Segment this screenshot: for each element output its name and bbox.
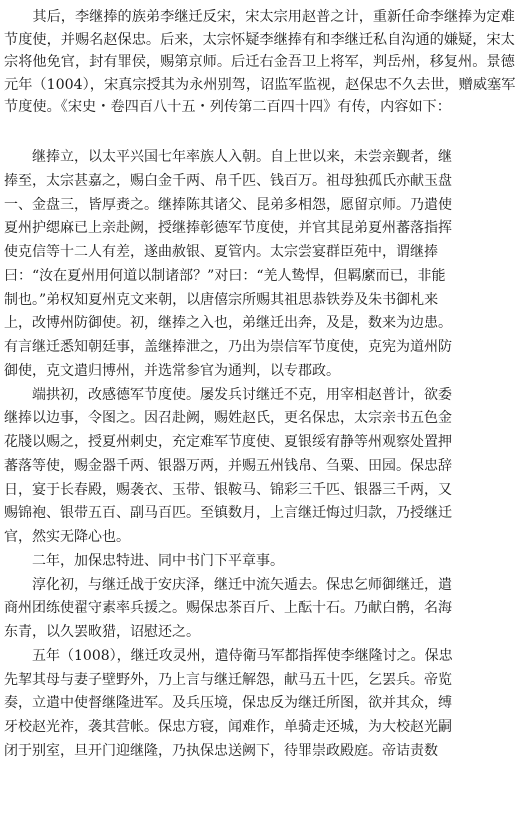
quote-line: 上，改博州防御使。初，继捧之入也，弟继迁出奔，及是，数来为边患。 — [4, 315, 452, 332]
quote-line: 牙校赵光祚，袭其营帐。保忠方寝，闻难作，单骑走还城，为大校赵光嗣 — [4, 719, 452, 735]
quote-line: 曰：“汝在夏州用何道以制诸部？”对曰：“羌人鸷悍，但羁縻而已，非能 — [4, 267, 446, 284]
intro-paragraph — [4, 6, 526, 119]
quote-line: 夏州护缌麻已上亲赴阙，授继捧彰德军节度使，并官其昆弟夏州蕃落指挥 — [4, 220, 452, 237]
quote-line: 先挈其母与妻子壁野外，乃上言与继迁解怨，献马五十匹，乞罢兵。帝览 — [4, 671, 452, 688]
quote-line: 蕃落等使，赐金器千两、银器万两，并赐五州钱帛、刍粟、田园。保忠辞 — [4, 457, 452, 474]
intro-line: 宗将他免官，封有罪侯，赐第京师。后迁右金吾卫上将军，判岳州，移复州。景德 — [4, 54, 515, 71]
quote-line: 日，宴于长春殿，赐袭衣、玉带、银鞍马、锦彩三千匹、银器三千两，又 — [4, 481, 452, 498]
quote-line: 御使，克文遣归博州，并选常参官为通判，以专郡政。 — [4, 362, 340, 379]
quote-line: 官，然实无降心也。 — [4, 529, 130, 545]
quote-line: 商州团练使翟守素率兵援之。赐保忠茶百斤、上酝十石。乃献白鹘，名海 — [4, 600, 452, 617]
quote-line: 一、金盘三，皆厚赉之。继捧陈其诸父、昆弟多相怨，愿留京师。乃遣使 — [4, 196, 452, 213]
quote-line: 淳化初，与继迁战于安庆泽，继迁中流矢遁去。保忠乞师御继迁，遣 — [4, 576, 452, 593]
quote-line: 闭于别室，旦开门迎继隆，乃执保忠送阙下，待罪崇政殿庭。帝诘责数 — [4, 742, 438, 759]
intro-line: 元年（1004），宋真宗授其为永州别驾，诏监军监视，赵保忠不久去世，赠威塞军 — [4, 76, 516, 93]
intro-line: 节度使，并赐名赵保忠。后来，太宗怀疑李继捧有和李继迁私自沟通的嫌疑，宋太 — [4, 31, 515, 48]
quote-line: 花牋以赐之，授夏州刺史，充定难军节度使、夏银绥宥静等州观察处置押 — [4, 434, 452, 450]
quote-line: 继捧立，以太平兴国七年率族人入朝。自上世以来，未尝亲觐者，继 — [4, 149, 452, 165]
quoted-passage — [4, 146, 526, 764]
quote-line: 二年，加保忠特进、同中书门下平章事。 — [4, 552, 284, 569]
intro-line: 其后，李继捧的族弟李继迁反宋，宋太宗用赵普之计，重新任命李继捧为定难 — [4, 9, 515, 25]
quote-line: 捧至，太宗甚嘉之，赐白金千两、帛千匹、钱百万。祖母独孤氏亦献玉盘 — [4, 172, 452, 189]
quote-line: 有言继迁悉知朝廷事，盖继捧泄之，乃出为崇信军节度使，克宪为道州防 — [4, 339, 452, 355]
intro-line: 节度使。《宋史・卷四百八十五・列传第二百四十四》有传，内容如下： — [4, 99, 451, 116]
quote-line: 制也。”弟权知夏州克文来朝，以唐僖宗所赐其祖思恭铁券及朱书御札来 — [4, 291, 439, 308]
quote-line: 继捧以边事，令图之。因召赴阙，赐姓赵氏，更名保忠，太宗亲书五色金 — [4, 410, 452, 427]
quote-line: 五年（1008），继迁攻灵州，遣侍衛马军都指挥使李继隆讨之。保忠 — [4, 647, 453, 664]
quote-line: 端拱初，改感德军节度使。屡发兵讨继迁不克，用宰相赵普计，欲委 — [4, 386, 452, 403]
quote-line: 奏，立遣中使督继隆进军。及兵压境，保忠反为继迁所图，欲并其众，缚 — [4, 695, 452, 712]
quote-line: 赐锦袍、银带五百、副马百匹。至镇数月，上言继迁悔过归款，乃授继迁 — [4, 505, 452, 522]
quote-line: 东青，以久罢畋猎，诏慰还之。 — [4, 624, 200, 640]
quote-line: 使克信等十二人有差，遂曲赦银、夏管内。太宗尝宴群臣苑中，谓继捧 — [4, 244, 438, 260]
